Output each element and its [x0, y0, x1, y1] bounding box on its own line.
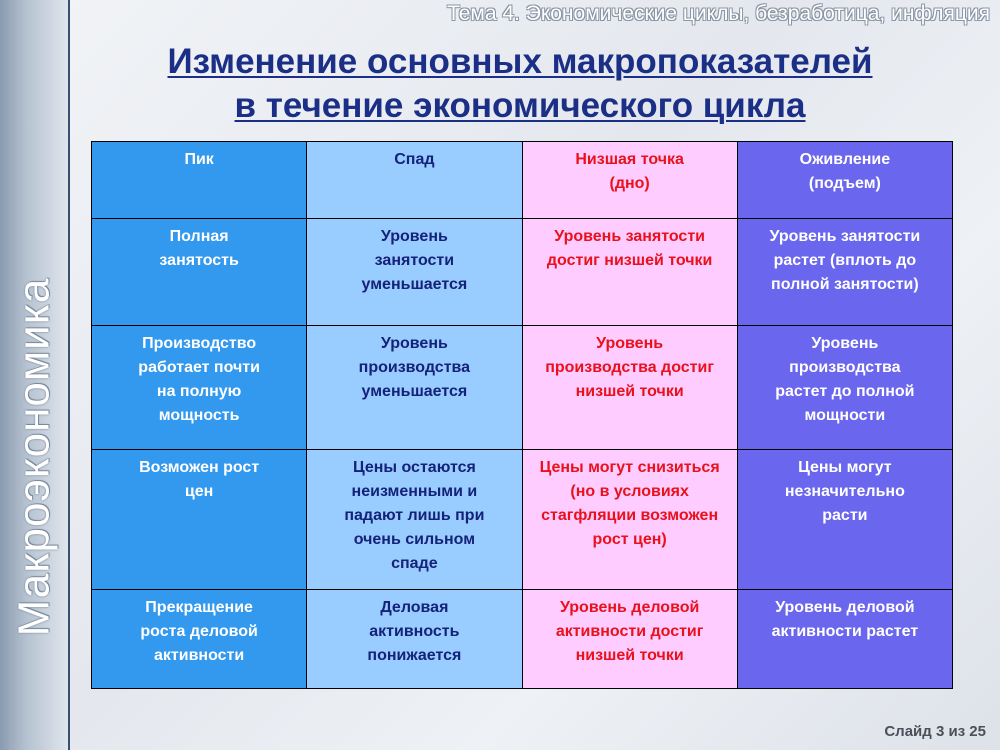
cell-recovery: [737, 450, 952, 590]
cell-decline: [307, 219, 522, 326]
cell-recovery: [737, 590, 952, 689]
cell-decline: [307, 590, 522, 689]
table-row-employment: [92, 219, 953, 326]
cell-text: Уровень занятости растет (вплоть до полной занятости): [769, 228, 921, 293]
vertical-course-title-text: Макроэкономика: [9, 277, 59, 637]
cell-text: Цены могут незначительно расти: [784, 459, 905, 524]
cell-peak: [92, 450, 307, 590]
cell-text: Уровень производства уменьшается: [358, 335, 471, 400]
header-decline-text: Спад: [394, 151, 435, 168]
vertical-course-title: [8, 277, 60, 637]
cell-text: Уровень производства растет до полной мощности: [775, 335, 915, 424]
header-bottom: [522, 142, 737, 219]
cell-text: Цены остаются неизменными и падают лишь при очень сильном спаде: [344, 459, 485, 572]
cell-text: Производство работает почти на полную мощность: [138, 335, 260, 424]
cell-peak: [92, 590, 307, 689]
header-peak-text: Пик: [184, 151, 214, 168]
table-row-business-activity: [92, 590, 953, 689]
table-row-prices: [92, 450, 953, 590]
cell-bottom: [522, 590, 737, 689]
cell-text: Прекращение роста деловой активности: [140, 599, 258, 664]
cell-peak: [92, 219, 307, 326]
cell-recovery: [737, 326, 952, 450]
cell-peak: [92, 326, 307, 450]
header-recovery-text: Оживление (подъем): [799, 151, 891, 192]
table-header-row: [92, 142, 953, 219]
cell-recovery: [737, 219, 952, 326]
cell-text: Возможен рост цен: [139, 459, 260, 500]
cell-text: Уровень деловой активности растет: [771, 599, 919, 640]
cell-text: Уровень деловой активности достиг низшей точки: [555, 599, 704, 664]
slide-title-line-2: в течение экономического цикла: [234, 86, 806, 125]
cell-text: Деловая активность понижается: [367, 599, 462, 664]
slide-title-line-1: Изменение основных макропоказателей: [167, 42, 873, 81]
cell-bottom: [522, 450, 737, 590]
cell-text: Уровень занятости достиг низшей точки: [546, 228, 713, 269]
economic-cycle-table: [91, 141, 953, 689]
cell-decline: [307, 326, 522, 450]
cell-bottom: [522, 219, 737, 326]
cell-text: Цены могут снизиться (но в условиях стагфляции возможен рост цен): [539, 459, 720, 548]
topic-header: Тема 4. Экономические циклы, безработица, инфляция: [447, 2, 990, 25]
cell-text: Уровень занятости уменьшается: [361, 228, 468, 293]
header-bottom-text: Низшая точка (дно): [575, 151, 684, 192]
slide-number: Слайд 3 из 25: [884, 723, 986, 740]
cell-text: Уровень производства достиг низшей точки: [545, 335, 715, 400]
header-recovery: [737, 142, 952, 219]
header-decline: [307, 142, 522, 219]
cell-text: Полная занятость: [159, 228, 239, 269]
cell-bottom: [522, 326, 737, 450]
header-peak: [92, 142, 307, 219]
table-row-production: [92, 326, 953, 450]
cell-decline: [307, 450, 522, 590]
slide-title: [60, 40, 980, 128]
